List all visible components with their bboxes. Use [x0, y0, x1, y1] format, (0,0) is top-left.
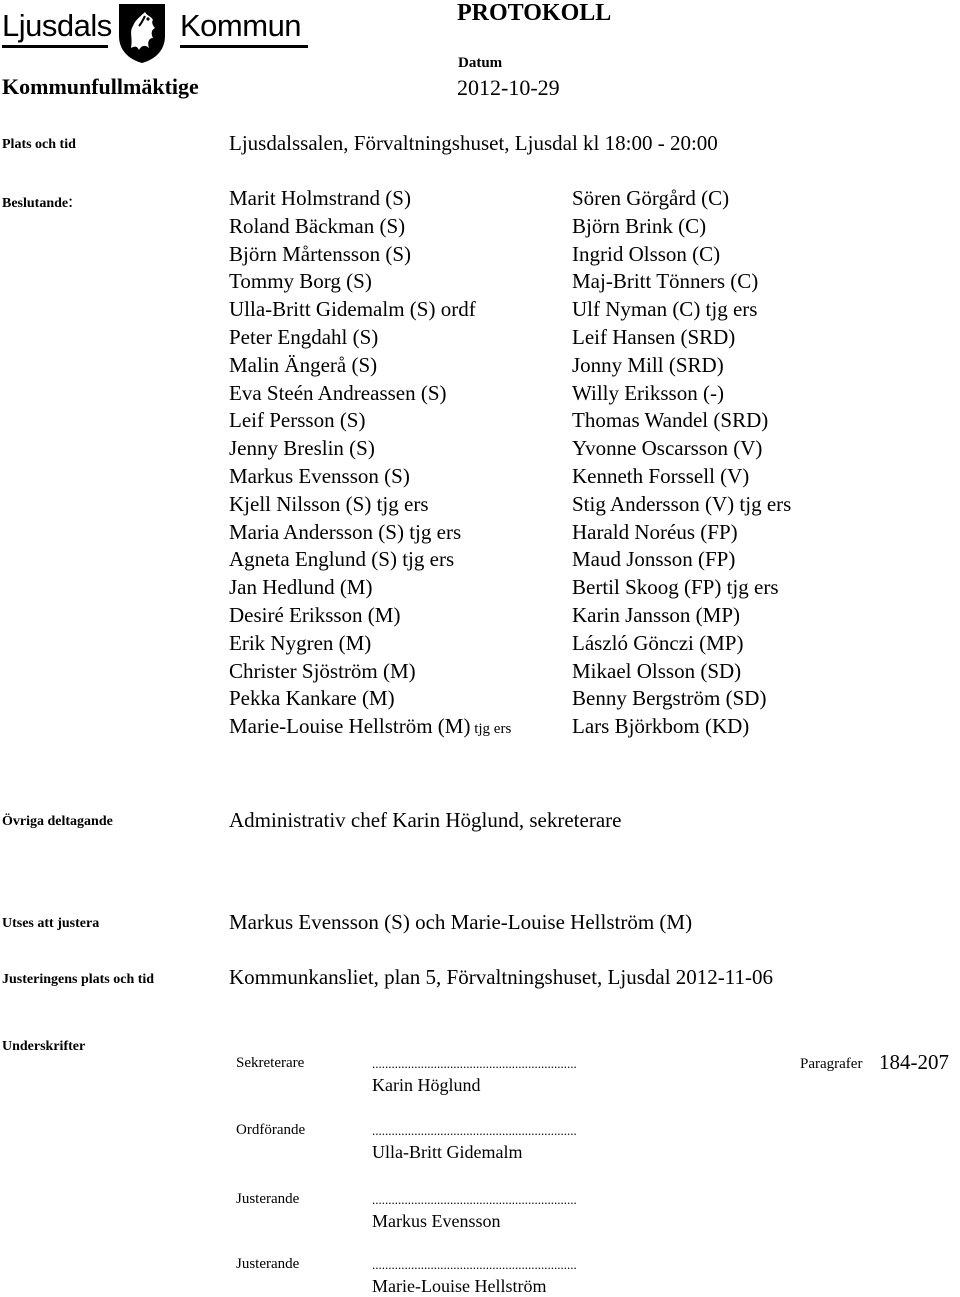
member-right: Maud Jonsson (FP)	[572, 547, 736, 572]
member-right: Maj-Britt Tönners (C)	[572, 269, 759, 294]
signature-line: ...............................................................	[372, 1123, 577, 1138]
member-left	[229, 659, 416, 684]
member-left	[229, 242, 411, 267]
member-right: Benny Bergström (SD)	[572, 686, 767, 711]
logo-underline-right	[180, 45, 308, 48]
member-right: Kenneth Forssell (V)	[572, 464, 750, 488]
member-left	[229, 603, 400, 628]
member-left	[229, 686, 395, 711]
signature-name: Ulla-Britt Gidemalm	[372, 1142, 523, 1162]
member-left	[229, 381, 447, 406]
adjusters-label: Utses att justera	[2, 916, 100, 931]
member-left-name: Eva Steén Andreassen (S)	[229, 380, 447, 405]
member-right: Thomas Wandel (SRD)	[572, 408, 769, 433]
member-left	[229, 575, 372, 600]
member-left	[229, 353, 377, 378]
member-left	[229, 297, 476, 322]
adjust-place-value: Kommunkansliet, plan 5, Förvaltningshuset, Ljusdal 2012-11-06	[229, 965, 774, 989]
organ-name: Kommunfullmäktige	[2, 74, 199, 99]
date-value: 2012-10-29	[457, 75, 560, 100]
member-left-name: Ulla-Britt Gidemalm (S) ordf	[229, 297, 476, 322]
place-label: Plats och tid	[2, 137, 76, 152]
member-right: Sören Görgård (C)	[572, 186, 730, 210]
member-left-name: Agneta Englund (S) tjg ers	[229, 547, 455, 572]
member-left-name: Tommy Borg (S)	[229, 269, 372, 294]
member-right: Bertil Skoog (FP) tjg ers	[572, 575, 779, 600]
member-right: Harald Noréus (FP)	[572, 519, 738, 544]
member-left	[229, 520, 461, 545]
member-left-name: Björn Mårtensson (S)	[229, 241, 411, 266]
member-left-name: Marit Holmstrand (S)	[229, 186, 411, 210]
member-left-name: Jenny Breslin (S)	[229, 436, 375, 461]
adjust-place-label: Justeringens plats och tid	[2, 972, 155, 987]
member-left	[229, 631, 371, 656]
member-left-name: Jan Hedlund (M)	[229, 575, 373, 600]
member-left-name: Maria Andersson (S) tjg ers	[229, 519, 462, 544]
member-right: Lars Björkbom (KD)	[572, 714, 750, 739]
member-right: Ulf Nyman (C) tjg ers	[572, 297, 758, 322]
member-right: Mikael Olsson (SD)	[572, 658, 742, 683]
members-label	[2, 191, 73, 212]
signature-role: Ordförande	[236, 1122, 306, 1138]
member-left-name: Erik Nygren (M)	[229, 630, 372, 655]
member-left-name: Leif Persson (S)	[229, 408, 366, 433]
member-left-name: Kjell Nilsson (S) tjg ers	[229, 491, 429, 516]
member-right: Jonny Mill (SRD)	[572, 352, 724, 377]
member-left	[229, 492, 429, 517]
logo-underline-left	[2, 45, 108, 48]
member-left-name: Malin Ängerå (S)	[229, 352, 378, 377]
signature-role: Sekreterare	[236, 1055, 305, 1071]
member-left-name: Roland Bäckman (S)	[229, 213, 406, 238]
member-left-name: Peter Engdahl (S)	[229, 325, 379, 349]
others-label: Övriga deltagande	[2, 814, 113, 829]
signatures-label: Underskrifter	[2, 1039, 86, 1054]
member-left-name: Marie-Louise Hellström (M)	[229, 714, 471, 739]
date-label: Datum	[458, 55, 503, 71]
member-left-suffix: tjg ers	[470, 721, 512, 738]
member-right: Yvonne Oscarsson (V)	[572, 436, 763, 461]
members-label-colon: :	[68, 191, 74, 211]
paragraphs-value: 184-207	[879, 1050, 949, 1074]
member-right: Stig Andersson (V) tjg ers	[572, 491, 792, 516]
member-left	[229, 269, 372, 294]
members-label-text: Beslutande	[2, 196, 69, 211]
member-left	[229, 547, 454, 572]
member-left	[229, 436, 375, 461]
member-right: Ingrid Olsson (C)	[572, 241, 721, 266]
others-value: Administrativ chef Karin Höglund, sekreterare	[229, 808, 622, 832]
member-right: Leif Hansen (SRD)	[572, 325, 736, 349]
signature-name: Markus Evensson	[372, 1211, 501, 1231]
member-left-name: Markus Evensson (S)	[229, 464, 410, 488]
member-left-name: Desiré Eriksson (M)	[229, 603, 401, 627]
member-right: Willy Eriksson (-)	[572, 380, 724, 405]
signature-name: Marie-Louise Hellström	[372, 1276, 547, 1296]
member-left	[229, 408, 365, 433]
adjusters-value: Markus Evensson (S) och Marie-Louise Hellström (M)	[229, 910, 693, 934]
logo-text-ljusdals: Ljusdals	[2, 8, 112, 43]
member-left	[229, 214, 405, 239]
member-right: Björn Brink (C)	[572, 213, 707, 238]
member-right: Karin Jansson (MP)	[572, 603, 740, 627]
logo-text-kommun: Kommun	[180, 8, 302, 43]
document-type: PROTOKOLL	[457, 0, 612, 26]
member-left	[229, 186, 411, 211]
member-left-name: Pekka Kankare (M)	[229, 686, 395, 711]
signature-line: ...............................................................	[372, 1056, 577, 1071]
signature-name: Karin Höglund	[372, 1075, 481, 1095]
member-left-name: Christer Sjöström (M)	[229, 658, 416, 683]
paragraphs-label: Paragrafer	[800, 1056, 863, 1072]
signature-line: ...............................................................	[372, 1192, 577, 1207]
signature-line: ...............................................................	[372, 1257, 577, 1272]
member-left	[229, 325, 378, 350]
place-value: Ljusdalssalen, Förvaltningshuset, Ljusdal kl 18:00 - 20:00	[229, 131, 718, 155]
signature-role: Justerande	[236, 1191, 300, 1207]
coat-of-arms-icon	[117, 2, 167, 64]
signature-role: Justerande	[236, 1256, 300, 1272]
member-left	[229, 464, 410, 489]
member-left	[229, 714, 511, 739]
member-right: László Gönczi (MP)	[572, 630, 744, 655]
